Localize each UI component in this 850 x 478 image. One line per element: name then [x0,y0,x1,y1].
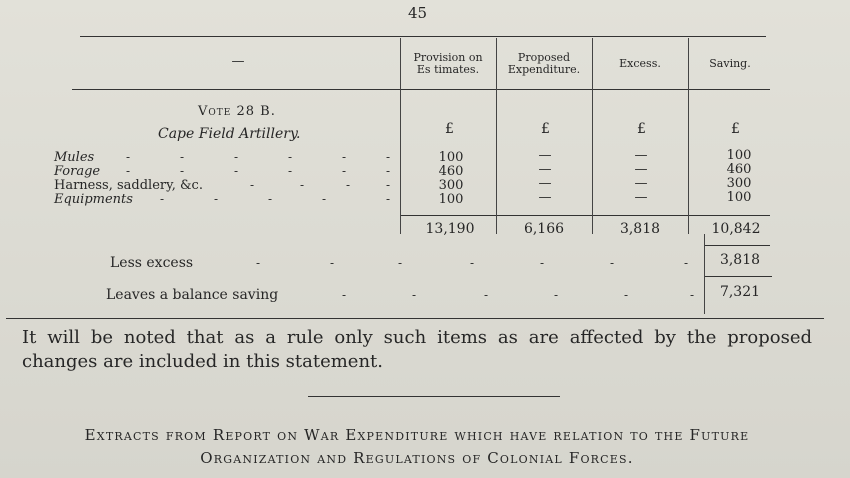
col-divider-3 [592,38,593,234]
leader-dash: - [234,164,239,178]
currency-saving: £ [731,121,740,137]
leader-dash: - [288,150,293,164]
leader-dash: - [470,256,475,270]
leader-dash: - [322,192,327,206]
note-paragraph [22,326,812,374]
provision-mules: 100 [438,150,464,165]
leader-dash: - [386,178,391,192]
leader-dash: - [256,256,261,270]
saving-mules: 100 [726,148,752,163]
proposed-forage: — [538,162,552,177]
leader-dash: - [300,178,305,192]
item-name-forage: Forage [54,164,101,179]
header-saving: Saving. [709,57,751,70]
leader-dash: - [386,192,391,206]
leader-dash: - [412,288,417,302]
header-excess: Excess. [619,57,661,70]
leader-dash: - [386,150,391,164]
note-line-1: It will be noted that as a rule only such items as are affected by the proposed [22,327,812,348]
excess-mules: — [634,148,648,163]
leader-dash: - [346,178,351,192]
currency-provision: £ [445,121,454,137]
total-excess: 3,818 [619,221,661,237]
leader-dash: - [160,192,165,206]
proposed-equipments: — [538,190,552,205]
currency-proposed: £ [541,121,550,137]
total-provision: 13,190 [425,221,475,237]
excess-equipments: — [634,190,648,205]
proposed-harness: — [538,176,552,191]
leader-dash: - [398,256,403,270]
balance-saving-label: Leaves a balance saving [106,287,279,303]
proposed-mules: — [538,148,552,163]
item-name-equipments: Equipments [54,192,133,207]
subtotal-rule-excess [592,215,688,216]
col-divider-4 [688,38,689,234]
header-first-col: — [231,54,245,69]
leader-dash: - [268,192,273,206]
col-divider-2 [496,38,497,234]
section-separator-rule [308,396,560,397]
vote-title-text: Vote 28 B. [198,104,276,119]
page-number: 45 [408,4,428,22]
leader-dash: - [250,178,255,192]
item-name-mules: Mules [54,150,95,165]
col-divider-1 [400,38,401,234]
less-excess-value: 3,818 [719,252,761,268]
excess-forage: — [634,162,648,177]
balance-saving-value: 7,321 [719,284,761,300]
leader-dash: - [540,256,545,270]
leader-dash: - [180,164,185,178]
leader-dash: - [624,288,629,302]
leader-dash: - [180,150,185,164]
table-bottom-rule [6,318,824,319]
saving-equipments: 100 [726,190,752,205]
table-top-rule [80,36,766,37]
total-saving: 10,842 [711,221,761,237]
extract-line-2: Organization and Regulations of Colonial Forces. [200,449,634,467]
header-proposed: Proposed Expenditure. [507,51,581,76]
leader-dash: - [342,150,347,164]
saving-total-rule [704,245,770,246]
note-line-2: changes are included in this statement. [22,351,384,372]
leader-dash: - [684,256,689,270]
leader-dash: - [342,164,347,178]
provision-harness: 300 [438,178,464,193]
provision-equipments: 100 [438,192,464,207]
leader-dash: - [342,288,347,302]
vote-title [198,104,276,119]
leader-dash: - [126,164,131,178]
leader-dash: - [554,288,559,302]
leader-dash: - [484,288,489,302]
subtotal-rule-proposed [496,215,592,216]
currency-excess: £ [637,121,646,137]
saving-forage: 460 [726,162,752,177]
header-provision: Provision on Es timates. [413,51,483,76]
saving-balance-rule [704,276,772,277]
excess-harness: — [634,176,648,191]
leader-dash: - [234,150,239,164]
extract-line-1: Extracts from Report on War Expenditure which have relation to the Future [84,426,750,444]
less-excess-label: Less excess [110,255,194,271]
subtotal-rule-saving [688,215,770,216]
header-bottom-rule [72,89,770,90]
leader-dash: - [610,256,615,270]
total-proposed: 6,166 [523,221,565,237]
provision-forage: 460 [438,164,464,179]
vote-subtitle: Cape Field Artillery. [158,126,301,142]
col-divider-saving [704,234,705,314]
leader-dash: - [288,164,293,178]
item-name-harness: Harness, saddlery, &c. [54,178,203,193]
leader-dash: - [690,288,695,302]
leader-dash: - [386,164,391,178]
leader-dash: - [214,192,219,206]
leader-dash: - [126,150,131,164]
saving-harness: 300 [726,176,752,191]
subtotal-rule-provision [400,215,496,216]
extract-heading [22,424,812,470]
leader-dash: - [330,256,335,270]
